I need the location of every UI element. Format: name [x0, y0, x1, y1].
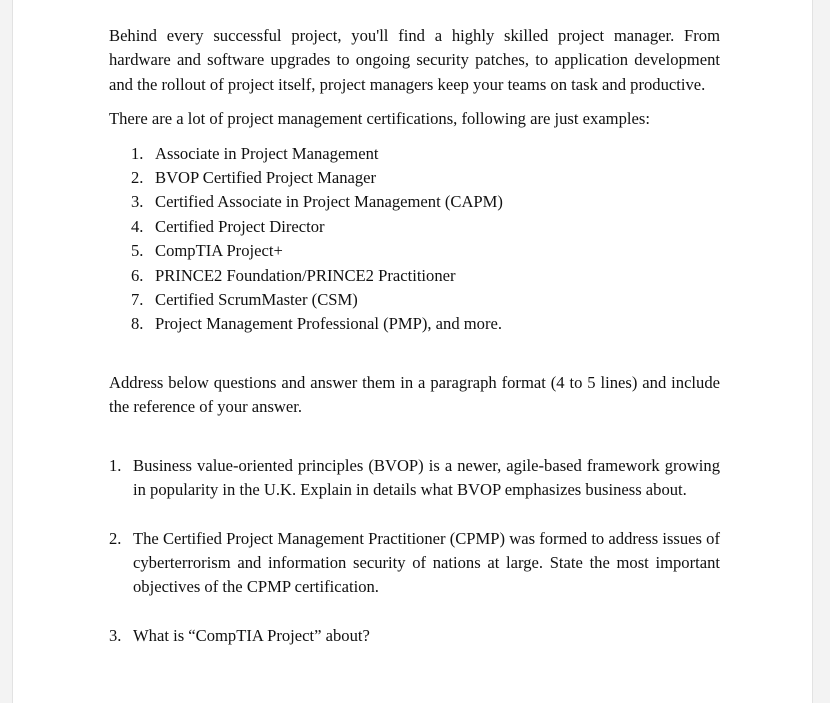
question-number: 2.	[109, 528, 122, 548]
list-item	[131, 239, 720, 263]
list-item	[131, 166, 720, 190]
list-item-text: PRINCE2 Foundation/PRINCE2 Practitioner	[155, 265, 456, 285]
list-item	[131, 312, 720, 336]
list-item-number: 2.	[131, 168, 144, 188]
list-item-number: 3.	[131, 192, 144, 212]
list-item	[131, 190, 720, 214]
certifications-lead: There are a lot of project management certifications, following are just examples:	[109, 109, 650, 129]
list-item-text: Associate in Project Management	[155, 143, 379, 163]
document-body	[109, 24, 720, 672]
address-paragraph: Address below questions and answer them in a paragraph format (4 to 5 lines) and include the reference of your answer.	[109, 372, 720, 417]
list-item	[131, 215, 720, 239]
document-page	[12, 0, 813, 703]
question-text: What is “CompTIA Project” about?	[133, 625, 370, 645]
list-item-number: 6.	[131, 265, 144, 285]
question-number: 1.	[109, 455, 122, 475]
list-item	[131, 288, 720, 312]
list-item-number: 5.	[131, 241, 144, 261]
list-item-number: 8.	[131, 314, 144, 334]
list-item-number: 7.	[131, 290, 144, 310]
question-number: 3.	[109, 625, 122, 645]
list-item-text: Project Management Professional (PMP), and more.	[155, 314, 503, 334]
question-text: Business value-oriented principles (BVOP) is a newer, agile-based framework growing in popularity in the U.K. Explain in details what BVOP emphasizes business about.	[133, 455, 720, 500]
list-item-text: Certified Associate in Project Management (CAPM)	[155, 192, 503, 212]
list-item	[131, 142, 720, 166]
question-item	[109, 527, 720, 600]
questions-list	[109, 454, 720, 648]
certifications-list	[131, 142, 720, 337]
list-item-text: Certified ScrumMaster (CSM)	[155, 290, 358, 310]
list-item	[131, 264, 720, 288]
list-item-text: Certified Project Director	[155, 216, 325, 236]
list-item-text: CompTIA Project+	[155, 241, 283, 261]
list-item-text: BVOP Certified Project Manager	[155, 168, 377, 188]
question-item	[109, 624, 720, 648]
intro-paragraph: Behind every successful project, you'll find a highly skilled project manager. From hardware and software upgrades to ongoing security patches, to application development and the rollout of project itself, project managers keep your teams on task and productive.	[109, 26, 720, 94]
list-item-number: 4.	[131, 216, 144, 236]
list-item-number: 1.	[131, 143, 144, 163]
question-text: The Certified Project Management Practitioner (CPMP) was formed to address issues of cyberterrorism and information security of nations at large. State the most important objectives of the CPMP certification.	[133, 528, 720, 597]
question-item	[109, 454, 720, 503]
